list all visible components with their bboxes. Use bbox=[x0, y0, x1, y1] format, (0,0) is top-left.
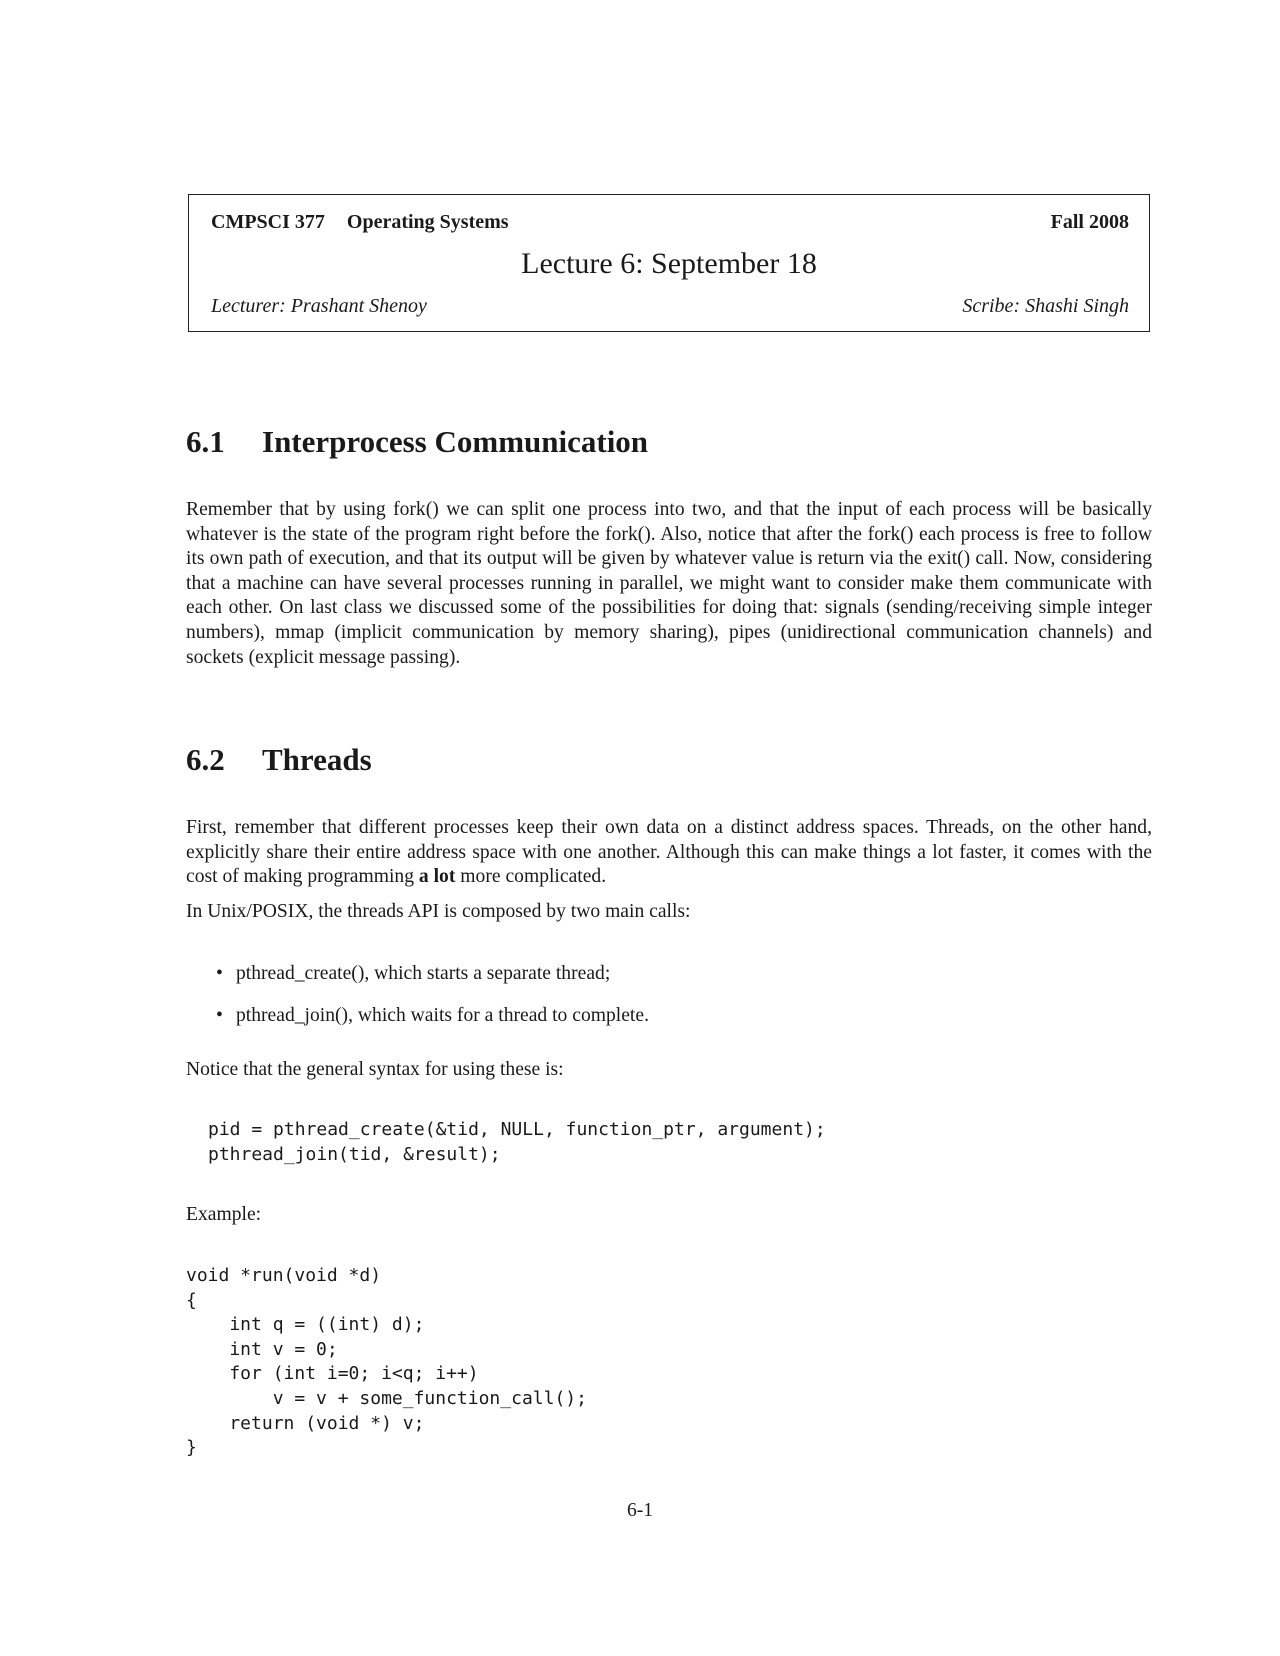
syntax-code-block: pid = pthread_create(&tid, NULL, function_ptr, argument); pthread_join(tid, &result); bbox=[208, 1119, 826, 1165]
threads-paragraph bbox=[186, 816, 1152, 890]
lecture-header-box bbox=[188, 194, 1150, 332]
bullet-icon: • bbox=[216, 963, 223, 984]
course-number: CMPSCI 377 bbox=[211, 211, 325, 233]
section-number: 6.1 bbox=[186, 424, 225, 459]
bullet-text: pthread_create(), which starts a separate thread; bbox=[236, 963, 611, 984]
threads-paragraph-text: First, remember that different processes keep their own data on a distinct address spaces. Threads, on the other hand, explicitly share their entire address space with one another. Although this can make things a lot faster, it comes with the cost of making programming bbox=[186, 817, 1152, 888]
section-heading-threads bbox=[186, 742, 372, 778]
course-name: Operating Systems bbox=[346, 211, 509, 233]
example-label: Example: bbox=[186, 1204, 262, 1225]
page-number: 6-1 bbox=[626, 1500, 654, 1521]
threads-emphasis: a lot bbox=[418, 866, 456, 888]
lecturer: Lecturer: Prashant Shenoy bbox=[211, 295, 427, 317]
section-title: Threads bbox=[262, 742, 372, 777]
lecture-title: Lecture 6: September 18 bbox=[521, 247, 817, 280]
section-number: 6.2 bbox=[186, 742, 225, 777]
section-heading-ipc bbox=[186, 424, 648, 460]
bullet-text: pthread_join(), which waits for a thread to complete. bbox=[236, 1005, 649, 1026]
course-label bbox=[211, 211, 509, 234]
scribe: Scribe: Shashi Singh bbox=[962, 295, 1129, 317]
api-intro: In Unix/POSIX, the threads API is composed by two main calls: bbox=[186, 901, 691, 922]
list-item bbox=[186, 1004, 1152, 1046]
list-item bbox=[186, 962, 1152, 1004]
ipc-paragraph: Remember that by using fork() we can split one process into two, and that the input of each process will be basically whatever is the state of the program right before the fork(). Also, notice that after the fork() each process is free to follow its own path of execution, and that its output will be given by whatever value is return via the exit() call. Now, considering that a machine can have several processes running in parallel, we might want to consider make them communicate with each other. On last class we discussed some of the possibilities for doing that: signals (sending/receiving simple integer numbers), mmap (implicit communication by memory sharing), pipes (unidirectional communication channels) and sockets (explicit message passing). bbox=[186, 499, 1152, 668]
section-title: Interprocess Communication bbox=[262, 424, 649, 459]
bullet-icon: • bbox=[216, 1005, 223, 1026]
term: Fall 2008 bbox=[1050, 211, 1129, 233]
example-code-block: void *run(void *d) { int q = ((int) d); int v = 0; for (int i=0; i<q; i++) v = v + some_function_call(); return (void *) v; } bbox=[186, 1265, 587, 1459]
api-bullet-list bbox=[186, 962, 1152, 1046]
syntax-intro: Notice that the general syntax for using these is: bbox=[186, 1059, 564, 1080]
threads-paragraph-end: more complicated. bbox=[460, 866, 607, 888]
